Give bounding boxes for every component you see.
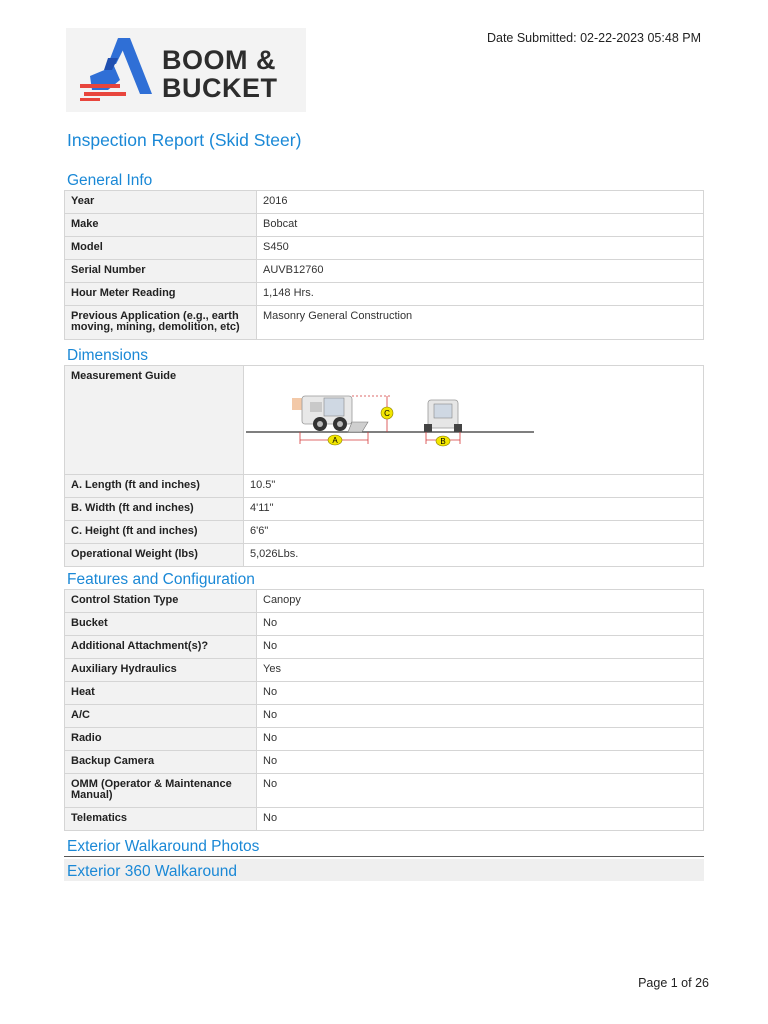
row-label: Radio	[65, 728, 257, 751]
exterior-360-heading: Exterior 360 Walkaround	[67, 863, 238, 880]
page-number: Page 1 of 26	[638, 976, 709, 990]
boom-and-bucket-logo	[66, 28, 306, 112]
dimensions-table	[64, 365, 704, 567]
row-label: Make	[65, 214, 257, 237]
date-submitted: Date Submitted: 02-22-2023 05:48 PM	[486, 31, 701, 45]
row-label: Hour Meter Reading	[65, 283, 257, 306]
table-row	[65, 306, 704, 340]
row-label: A. Length (ft and inches)	[65, 475, 244, 498]
excavator-bucket-logo-icon	[78, 36, 158, 104]
row-label: Auxiliary Hydraulics	[65, 659, 257, 682]
marker-b-label: B	[440, 437, 446, 446]
dimensions-heading: Dimensions	[67, 347, 148, 364]
logo-text-line2: BUCKET	[162, 73, 278, 103]
table-row	[65, 682, 704, 705]
general-info-heading: General Info	[67, 172, 153, 189]
row-label: B. Width (ft and inches)	[65, 498, 244, 521]
section-divider	[64, 856, 704, 857]
row-value: No	[257, 705, 704, 728]
skid-steer-front-view	[424, 400, 462, 432]
general-info-table	[64, 190, 704, 340]
table-row	[65, 636, 704, 659]
table-row	[65, 613, 704, 636]
row-label: Telematics	[65, 808, 257, 831]
row-value: 4'11"	[244, 498, 704, 521]
row-label: Control Station Type	[65, 590, 257, 613]
features-heading: Features and Configuration	[67, 571, 255, 588]
table-row	[65, 260, 704, 283]
table-row	[65, 283, 704, 306]
row-value: No	[257, 613, 704, 636]
skid-steer-side-view	[292, 396, 368, 432]
row-label: Bucket	[65, 613, 257, 636]
row-value: No	[257, 636, 704, 659]
exterior-360-band	[64, 859, 704, 881]
row-value: No	[257, 751, 704, 774]
row-value: Bobcat	[257, 214, 704, 237]
logo-text-line1: BOOM &	[162, 45, 276, 75]
table-row	[65, 705, 704, 728]
row-value: 10.5"	[244, 475, 704, 498]
table-row	[65, 728, 704, 751]
row-value: No	[257, 808, 704, 831]
row-value: 1,148 Hrs.	[257, 283, 704, 306]
row-value: Masonry General Construction	[257, 306, 704, 340]
row-label: Model	[65, 237, 257, 260]
row-value: Yes	[257, 659, 704, 682]
row-label: Year	[65, 191, 257, 214]
table-row	[65, 475, 704, 498]
row-value: No	[257, 682, 704, 705]
table-row	[65, 366, 704, 475]
measurement-guide-image	[244, 366, 704, 475]
table-row	[65, 237, 704, 260]
table-row	[65, 191, 704, 214]
table-row	[65, 659, 704, 682]
row-value: 6'6"	[244, 521, 704, 544]
row-value: Canopy	[257, 590, 704, 613]
exterior-walkaround-heading: Exterior Walkaround Photos	[67, 838, 260, 855]
skid-steer-diagram-icon	[244, 366, 703, 471]
row-label: OMM (Operator & Maintenance Manual)	[65, 774, 257, 808]
row-value: S450	[257, 237, 704, 260]
row-value: 5,026Lbs.	[244, 544, 704, 567]
document-title: Inspection Report (Skid Steer)	[67, 130, 302, 150]
row-label: A/C	[65, 705, 257, 728]
table-row	[65, 544, 704, 567]
table-row	[65, 751, 704, 774]
table-row	[65, 498, 704, 521]
row-label: Additional Attachment(s)?	[65, 636, 257, 659]
row-label: Serial Number	[65, 260, 257, 283]
logo-wordmark	[162, 46, 278, 102]
table-row	[65, 774, 704, 808]
row-value: AUVB12760	[257, 260, 704, 283]
row-value: No	[257, 728, 704, 751]
row-label: C. Height (ft and inches)	[65, 521, 244, 544]
row-label: Backup Camera	[65, 751, 257, 774]
row-label: Operational Weight (lbs)	[65, 544, 244, 567]
row-value: 2016	[257, 191, 704, 214]
table-row	[65, 808, 704, 831]
row-label: Heat	[65, 682, 257, 705]
row-label: Measurement Guide	[65, 366, 244, 475]
table-row	[65, 214, 704, 237]
marker-a-label: A	[332, 436, 338, 445]
row-value: No	[257, 774, 704, 808]
table-row	[65, 521, 704, 544]
marker-c-label: C	[384, 409, 390, 418]
table-row	[65, 590, 704, 613]
row-label: Previous Application (e.g., earth moving, mining, demolition, etc)	[65, 306, 257, 340]
features-table	[64, 589, 704, 831]
